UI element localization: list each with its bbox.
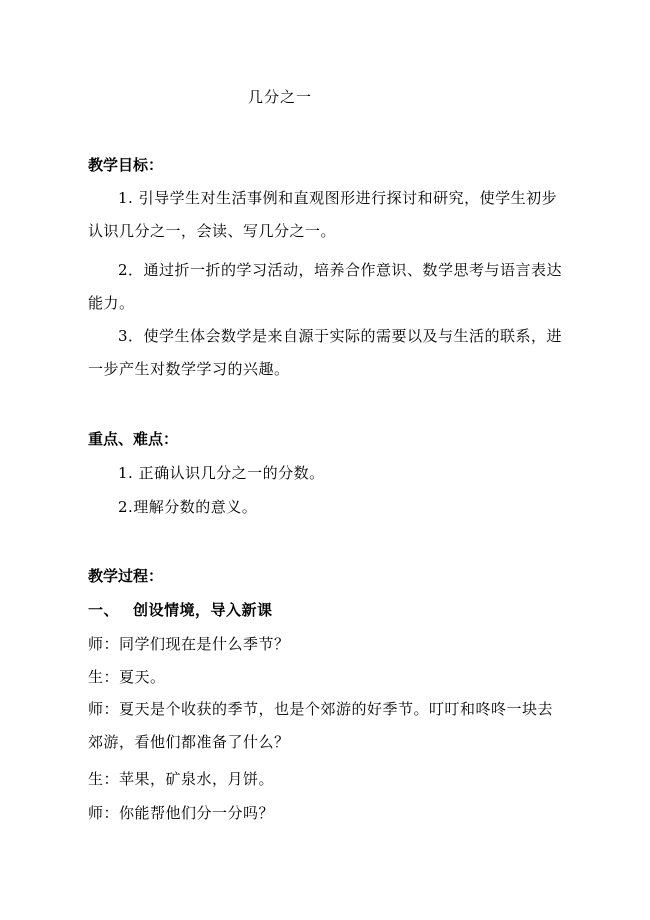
key-point-item-1: 1. 正确认识几分之一的分数。 bbox=[118, 464, 325, 482]
key-point-item-2: 2.理解分数的意义。 bbox=[118, 498, 258, 516]
key-points-heading: 重点、难点： bbox=[88, 430, 179, 448]
objectives-heading: 教学目标： bbox=[88, 156, 164, 174]
process-heading: 教学过程： bbox=[88, 567, 164, 585]
dialogue-line-4: 生：苹果，矿泉水，月饼。 bbox=[88, 770, 275, 788]
dialogue-line-2: 生：夏天。 bbox=[88, 668, 166, 686]
objective-item-3: 3．使学生体会数学是来自源于实际的需要以及与生活的联系，进一步产生对数学学习的兴趣。 bbox=[88, 327, 563, 378]
section-number: 一、 bbox=[88, 601, 120, 619]
dialogue-line-5: 师：你能帮他们分一分吗？ bbox=[88, 804, 275, 822]
dialogue-line-1: 师：同学们现在是什么季节？ bbox=[88, 635, 290, 653]
dialogue-line-3: 师：夏天是个收获的季节，也是个郊游的好季节。叮叮和咚咚一块去郊游，看他们都准备了什么？ bbox=[88, 700, 554, 751]
section-title: 创设情境，导入新课 bbox=[133, 601, 273, 619]
objective-item-1: 1. 引导学生对生活事例和直观图形进行探讨和研究，使学生初步认识几分之一，会读、写几分之一。 bbox=[88, 189, 558, 240]
document-title: 几分之一 bbox=[248, 88, 313, 106]
objective-item-2: 2．通过折一折的学习活动，培养合作意识、数学思考与语言表达能力。 bbox=[88, 261, 563, 312]
